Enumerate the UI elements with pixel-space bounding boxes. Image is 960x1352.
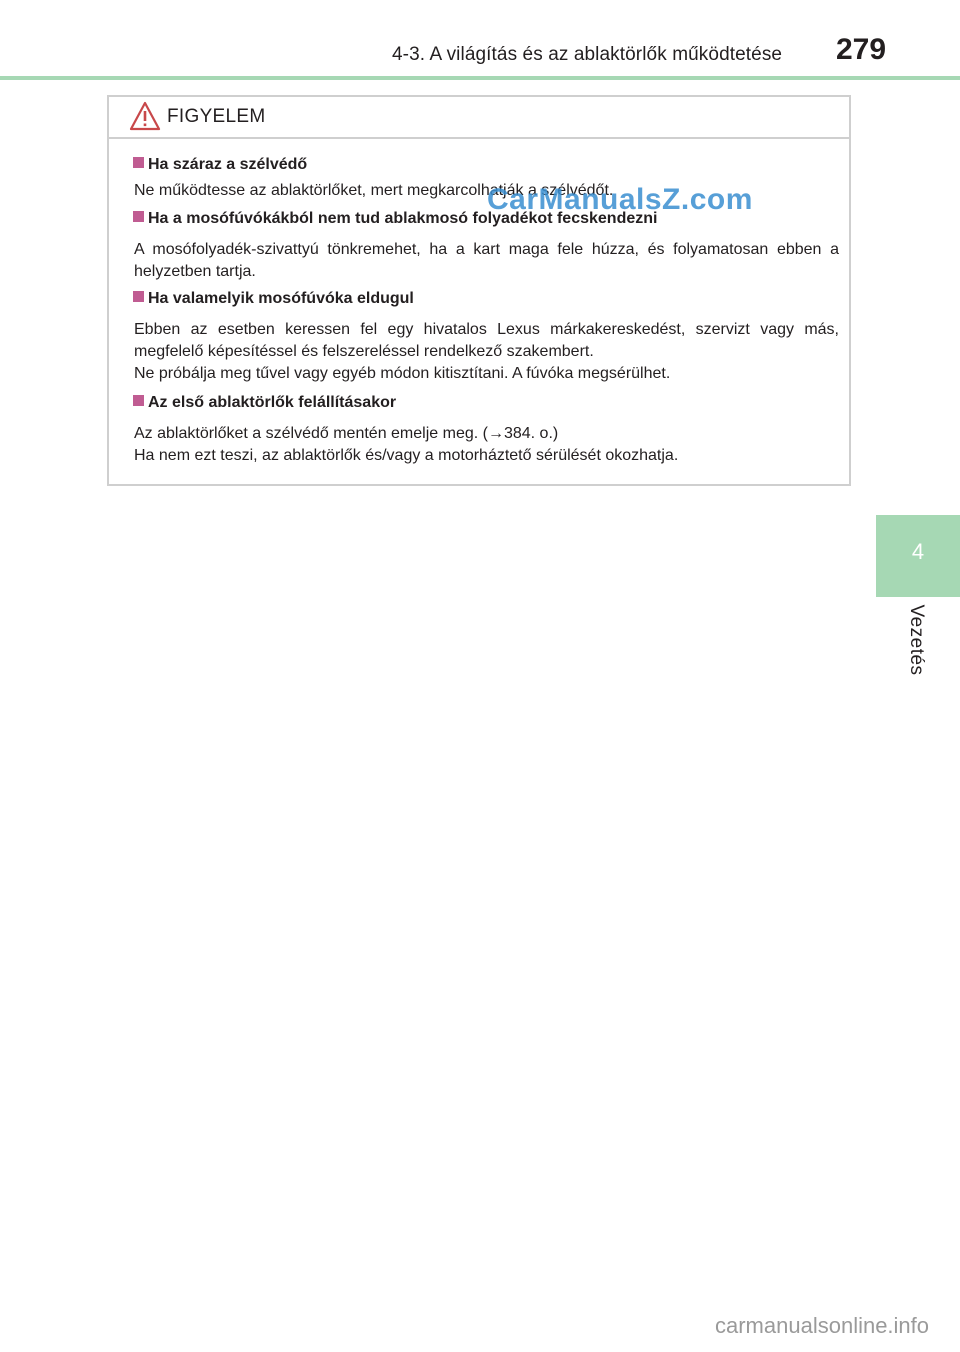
square-bullet-icon	[133, 291, 144, 302]
paragraph: Ha nem ezt teszi, az ablaktörlők és/vagy a motorháztető sérülését okozhatja.	[134, 447, 679, 464]
warning-box	[107, 95, 851, 486]
square-bullet-icon	[133, 211, 144, 222]
paragraph: A mosófolyadék-szivattyú tönkremehet, ha a kart maga fele húzza, és folyamatosan ebben a helyzetben tartja.	[134, 241, 839, 280]
warning-item-text	[134, 239, 839, 283]
warning-label: FIGYELEM	[167, 106, 266, 127]
footer-watermark: carmanualsonline.info	[715, 1313, 930, 1338]
warning-item-title	[133, 290, 414, 308]
page-number: 279	[836, 33, 887, 66]
warning-item-text	[134, 319, 839, 385]
warning-header	[109, 97, 849, 139]
item-title-text: Ha valamelyik mosófúvóka eldugul	[148, 290, 414, 307]
watermark: CarManualsZ.com	[487, 183, 753, 216]
paragraph: Ne próbálja meg tűvel vagy egyéb módon kitisztítani. A fúvóka megsérülhet.	[134, 365, 671, 382]
paragraph: Ebben az esetben keressen fel egy hivatalos Lexus márkakereskedést, szervizt vagy más, megfelelő képesítéssel és felszereléssel rendelkező szakembert.	[134, 321, 839, 360]
header-divider	[0, 76, 960, 80]
paragraph: Az ablaktörlőket a szélvédő mentén emelje meg. (→384. o.)	[134, 425, 559, 442]
item-title-text: Ha a mosófúvókákból nem tud ablakmosó folyadékot fecskendezni	[148, 210, 658, 227]
item-title-text: Ha száraz a szélvédő	[148, 156, 308, 173]
square-bullet-icon	[133, 157, 144, 168]
warning-triangle-icon	[129, 101, 161, 131]
warning-item-title	[133, 394, 396, 412]
paragraph: Ne működtesse az ablaktörlőket, mert megkarcolhatják a szélvédőt.	[134, 182, 614, 199]
square-bullet-icon	[133, 395, 144, 406]
chapter-tab	[876, 515, 960, 597]
warning-item-text	[134, 423, 839, 467]
chapter-label: Vezetés	[906, 604, 927, 676]
chapter-number: 4	[911, 539, 925, 564]
running-header-title: 4-3. A világítás és az ablaktörlők működtetése	[392, 44, 783, 65]
item-title-text: Az első ablaktörlők felállításakor	[148, 394, 397, 411]
warning-item-title	[133, 156, 307, 174]
